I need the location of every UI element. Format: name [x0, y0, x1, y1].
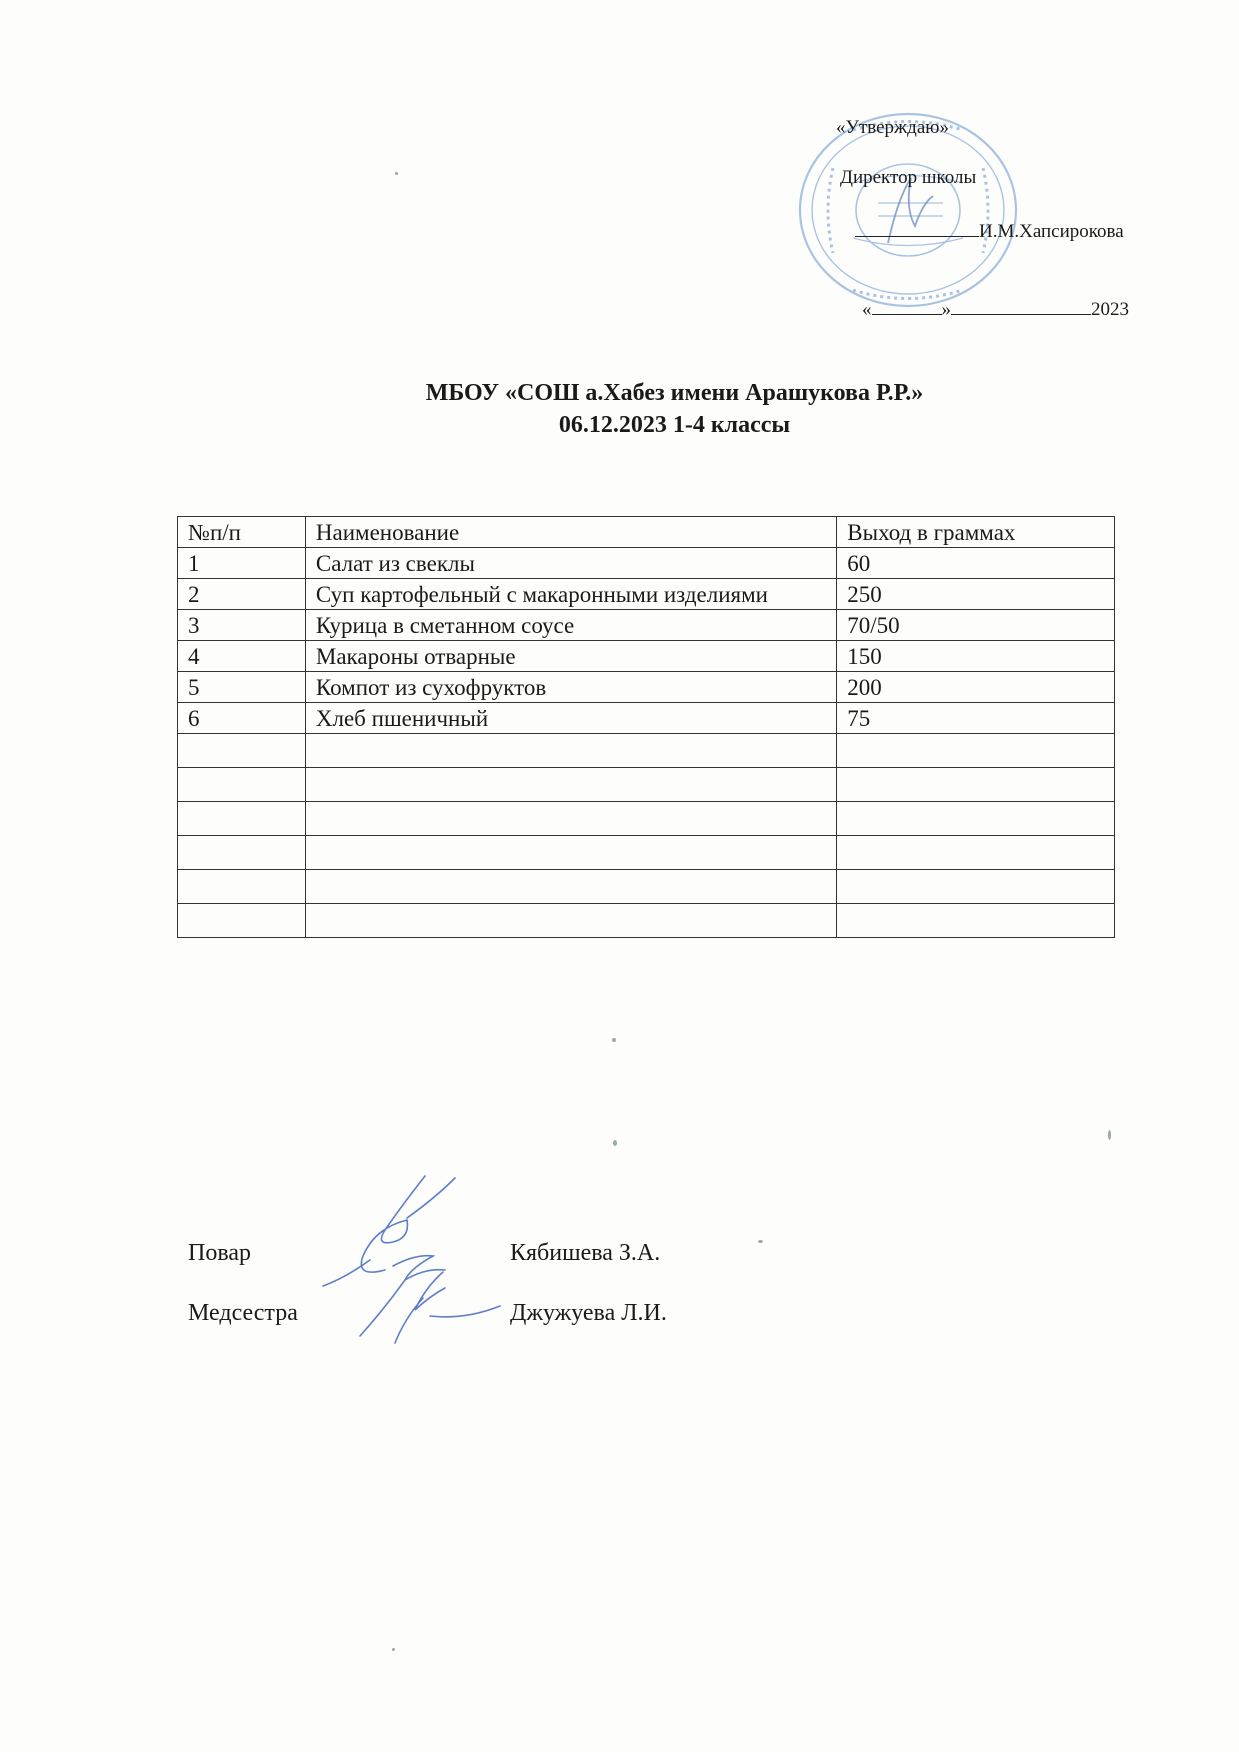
empty-table-row: [178, 768, 1115, 802]
signature-blank: [855, 220, 979, 237]
empty-cell: [305, 768, 836, 802]
header-yield: Выход в граммах: [837, 517, 1115, 548]
table-header-row: [178, 517, 1115, 548]
signature-role: Медсестра: [188, 1300, 298, 1326]
cell-number: 2: [178, 579, 306, 610]
empty-cell: [178, 836, 306, 870]
cell-dish: Салат из свеклы: [305, 548, 836, 579]
table-row: [178, 548, 1115, 579]
date-close-quote: »: [941, 299, 951, 320]
empty-cell: [305, 836, 836, 870]
school-title: МБОУ «СОШ а.Хабез имени Арашукова Р.Р.»: [425, 380, 924, 406]
table-row: [178, 672, 1115, 703]
empty-cell: [178, 870, 306, 904]
approval-block: [0, 0, 1239, 340]
cell-number: 4: [178, 641, 306, 672]
empty-cell: [305, 870, 836, 904]
empty-cell: [837, 734, 1115, 768]
header-name: Наименование: [305, 517, 836, 548]
empty-cell: [837, 870, 1115, 904]
approver-role: Директор школы: [840, 167, 977, 188]
signature-name: Джужуева Л.И.: [510, 1300, 667, 1326]
empty-cell: [837, 904, 1115, 938]
approver-signature-line: [855, 220, 1124, 243]
day-blank: [872, 298, 942, 315]
signature-role: Повар: [188, 1240, 251, 1266]
scan-speck: [758, 1240, 763, 1243]
empty-cell: [837, 768, 1115, 802]
empty-cell: [837, 836, 1115, 870]
empty-table-row: [178, 836, 1115, 870]
cell-yield: 150: [837, 641, 1115, 672]
scan-speck: [1108, 1130, 1111, 1140]
empty-cell: [837, 802, 1115, 836]
empty-cell: [305, 734, 836, 768]
scan-speck: [613, 1140, 617, 1146]
empty-cell: [305, 904, 836, 938]
header-number: №п/п: [178, 517, 306, 548]
cell-yield: 200: [837, 672, 1115, 703]
cell-number: 5: [178, 672, 306, 703]
approver-name: И.М.Хапсирокова: [979, 221, 1124, 242]
table-row: [178, 579, 1115, 610]
empty-cell: [178, 768, 306, 802]
cell-yield: 75: [837, 703, 1115, 734]
approval-year: 2023: [1091, 299, 1129, 320]
menu-date-class: 06.12.2023 1-4 классы: [558, 412, 791, 438]
cell-number: 6: [178, 703, 306, 734]
cell-dish: Макароны отварные: [305, 641, 836, 672]
signature-name: Кябишева З.А.: [510, 1240, 661, 1266]
table-row: [178, 641, 1115, 672]
empty-table-row: [178, 870, 1115, 904]
cell-yield: 250: [837, 579, 1115, 610]
cell-dish: Хлеб пшеничный: [305, 703, 836, 734]
cell-dish: Курица в сметанном соусе: [305, 610, 836, 641]
empty-cell: [178, 904, 306, 938]
empty-table-row: [178, 802, 1115, 836]
date-open-quote: «: [862, 299, 872, 320]
approval-date-line: [862, 298, 1129, 321]
cell-dish: Компот из сухофруктов: [305, 672, 836, 703]
signature-row-nurse: [188, 1300, 667, 1327]
cell-number: 1: [178, 548, 306, 579]
empty-cell: [305, 802, 836, 836]
cell-yield: 60: [837, 548, 1115, 579]
cell-number: 3: [178, 610, 306, 641]
signature-row-cook: [188, 1240, 660, 1267]
scan-speck: [395, 172, 398, 175]
cell-dish: Суп картофельный с макаронными изделиями: [305, 579, 836, 610]
scan-speck: [392, 1648, 395, 1651]
empty-cell: [178, 802, 306, 836]
cell-yield: 70/50: [837, 610, 1115, 641]
table-row: [178, 703, 1115, 734]
menu-table: [177, 516, 1115, 938]
approval-heading: «Утверждаю»: [836, 117, 949, 138]
empty-table-row: [178, 904, 1115, 938]
empty-table-row: [178, 734, 1115, 768]
empty-cell: [178, 734, 306, 768]
table-row: [178, 610, 1115, 641]
scan-speck: [612, 1038, 616, 1042]
month-blank: [951, 298, 1091, 315]
